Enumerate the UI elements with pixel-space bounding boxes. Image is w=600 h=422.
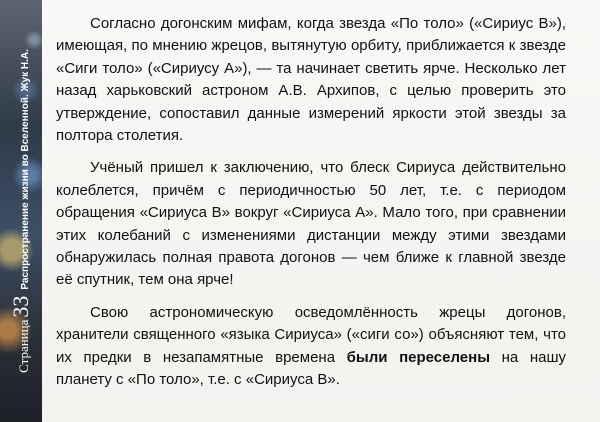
paragraph-3-text-end: на нашу планету с «По толо», т.е. с «Сириуса В». (56, 348, 567, 389)
page-number: 33 (8, 295, 33, 318)
paragraph-3 (56, 302, 566, 392)
sidebar-caption (8, 49, 34, 373)
paragraph-3-text-start: Свою астрономическую осведомлённость жрецы догонов, хранители священного «языка Сириуса» («сиги со») объясняют тем, что их предки в незапамятные времена (56, 303, 566, 366)
paragraph-1: Согласно догонским мифам, когда звезда «По толо» («Сириус В»), имеющая, по мнению жрецов, вытянутую орбиту, приближается к звезде «Сиги толо» («Сириусу А»), — та начинает светить ярче. Несколько лет назад харьковский астроном А.В. Архипов, с целью проверить это утверждение, сопоставил данные измерений яркости этой звезды за полтора столетия. (56, 15, 566, 145)
page-label: Страница (16, 319, 31, 373)
series-title: Распространение жизни во Вселенной. Жук Н.А. (20, 49, 31, 290)
decorative-sidebar (0, 0, 42, 422)
main-text (56, 13, 566, 392)
paragraph-3-bold-text: были переселены (346, 348, 491, 366)
paragraph-2: Учёный пришел к заключению, что блеск Сириуса действительно колеблется, причём с периодичностью 50 лет, т.е. с периодом обращения «Сириуса В» вокруг «Сириуса А». Мало того, при сравнении этих колебаний с изменениями дистанции между этими звездами обнаружилась полная правота догонов — чем ближе к главной звезде её спутник, тем она ярче! (56, 159, 566, 289)
